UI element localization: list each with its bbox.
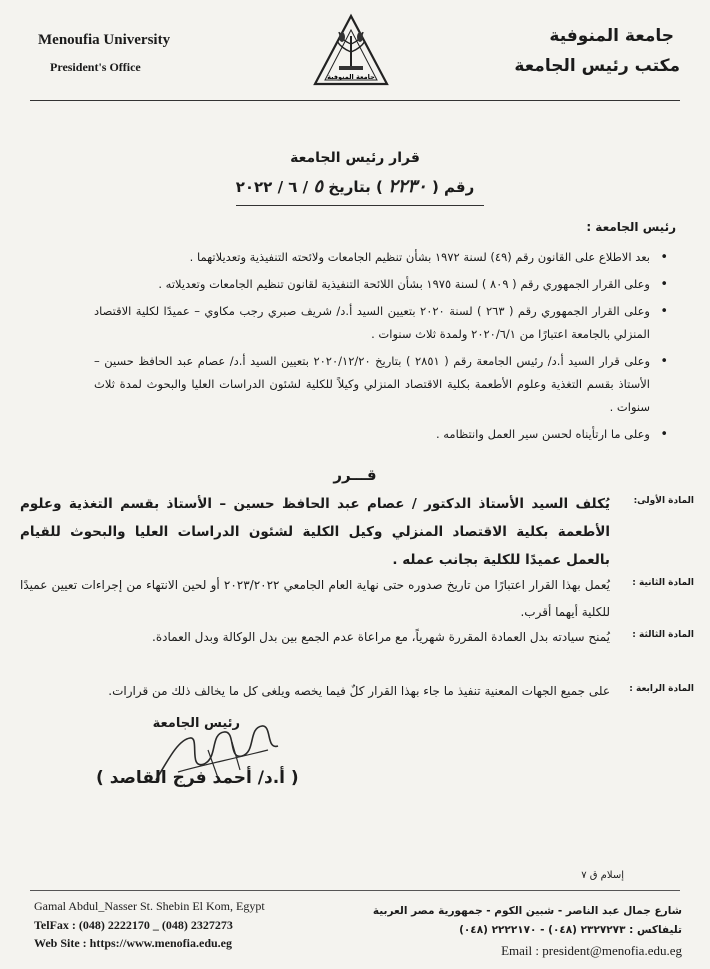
article-text: يُمنح سيادته بدل العمادة المقررة شهرياً، مع مراعاة عدم الجمع بين بدل الوكالة وبدل العمادة.	[152, 630, 610, 644]
signatory-name: ( أ.د/ أحمد فرج القاصد )	[96, 768, 299, 788]
decree-reference	[0, 176, 710, 197]
preamble-item: • بعد الاطلاع على القانون رقم (٤٩) لسنة ١٩٧٢ بشأن تنظيم الجامعات ولائحته التنفيذية وتعديلاتهما .	[94, 246, 668, 269]
reference-underline	[236, 205, 484, 206]
preamble-item: • وعلى قرار السيد أ.د/ رئيس الجامعة رقم ( ٢٨٥١ ) بتاريخ ٢٠٢٠/١٢/٢٠ بتعيين السيد أ.د/ عصام عبد الحافظ حسين – الأستاذ بقسم التغذية وعلوم الأطعمة بكلية الاقتصاد المنزلي وكيلاً للكلية لشئون الدراسات العليا والبحوث لمدة ثلاث سنوات .	[94, 350, 668, 419]
form-code: إسلام ق ٧	[581, 870, 624, 881]
article-label: المادة الرابعة :	[629, 684, 694, 694]
university-emblem-icon	[305, 10, 397, 90]
preamble-list	[94, 246, 668, 450]
header-divider	[30, 100, 680, 101]
footer-website[interactable]: Web Site : https://www.menofia.edu.eg	[34, 936, 232, 950]
decree-number: ٢٢٣٠	[388, 176, 427, 197]
footer-address-en: Gamal Abdul_Nasser St. Shebin El Kom, Egypt	[34, 899, 265, 913]
decree-date-day: ٥	[313, 176, 324, 197]
office-name-en: President's Office	[50, 60, 141, 74]
footer-divider	[30, 890, 680, 891]
article-text: يُعمل بهذا القرار اعتبارًا من تاريخ صدوره حتى نهاية العام الجامعي ٢٠٢٣/٢٠٢٢ أو لحين الانتهاء من إجراءات تعيين عميدًا للكلية أيهما أقرب.	[20, 578, 611, 619]
office-name-ar: مكتب رئيس الجامعة	[514, 56, 680, 76]
decision-heading: قـــرر	[333, 466, 377, 484]
addressee: رئيس الجامعة :	[586, 220, 676, 234]
footer-telfax-ar: تليفاكس : ٢٣٢٧٢٧٣ (٠٤٨) - ٢٢٢٢١٧٠ (٠٤٨)	[459, 924, 682, 936]
article-text: يُكلف السيد الأستاذ الدكتور / عصام عبد الحافظ حسين – الأستاذ بقسم التغذية وعلوم الأطعمة بكلية الاقتصاد المنزلي وكيل الكلية لشئون الدراسات العليا والبحوث للقيام بالعمل عميدًا للكلية بجانب عمله .	[20, 496, 610, 568]
decree-date: / ٦ / ٢٠٢٢	[235, 178, 309, 196]
preamble-item: • وعلى ما ارتأيناه لحسن سير العمل وانتظامه .	[94, 423, 668, 446]
decree-title: قرار رئيس الجامعة	[290, 150, 420, 166]
university-name-ar: جامعة المنوفية	[549, 26, 674, 46]
footer-address-ar: شارع جمال عبد الناصر - شبين الكوم - جمهورية مصر العربية	[372, 905, 682, 917]
preamble-item: • وعلى القرار الجمهوري رقم ( ٨٠٩ ) لسنة ١٩٧٥ بشأن اللائحة التنفيذية لقانون تنظيم الجامعات وتعديلاته .	[94, 273, 668, 296]
footer-email[interactable]: Email : president@menofia.edu.eg	[501, 943, 682, 958]
svg-text:جامعة المنوفية: جامعة المنوفية	[327, 73, 375, 81]
article-label: المادة الثالثة :	[632, 630, 694, 640]
university-name-en: Menoufia University	[38, 32, 171, 48]
decree-number-suffix: ) بتاريخ	[328, 178, 383, 196]
decree-number-prefix: رقم (	[431, 178, 475, 196]
article-label: المادة الأولى:	[633, 496, 694, 506]
article-label: المادة الثانية :	[632, 578, 694, 588]
signatory-title: رئيس الجامعة	[152, 716, 240, 731]
footer-telfax-en: TelFax : (048) 2222170 _ (048) 2327273	[34, 918, 233, 932]
preamble-item: • وعلى القرار الجمهوري رقم ( ٢٦٣ ) لسنة ٢٠٢٠ بتعيين السيد أ.د/ شريف صبري رجب مكاوي – عميدًا لكلية الاقتصاد المنزلي بالجامعة اعتبارًا من ٢٠٢٠/٦/١ ولمدة ثلاث سنوات .	[94, 300, 668, 346]
article-text: على جميع الجهات المعنية تنفيذ ما جاء بهذا القرار كلٌ فيما يخصه ويلغى كل ما يخالف ذلك من قرارات.	[108, 684, 610, 698]
